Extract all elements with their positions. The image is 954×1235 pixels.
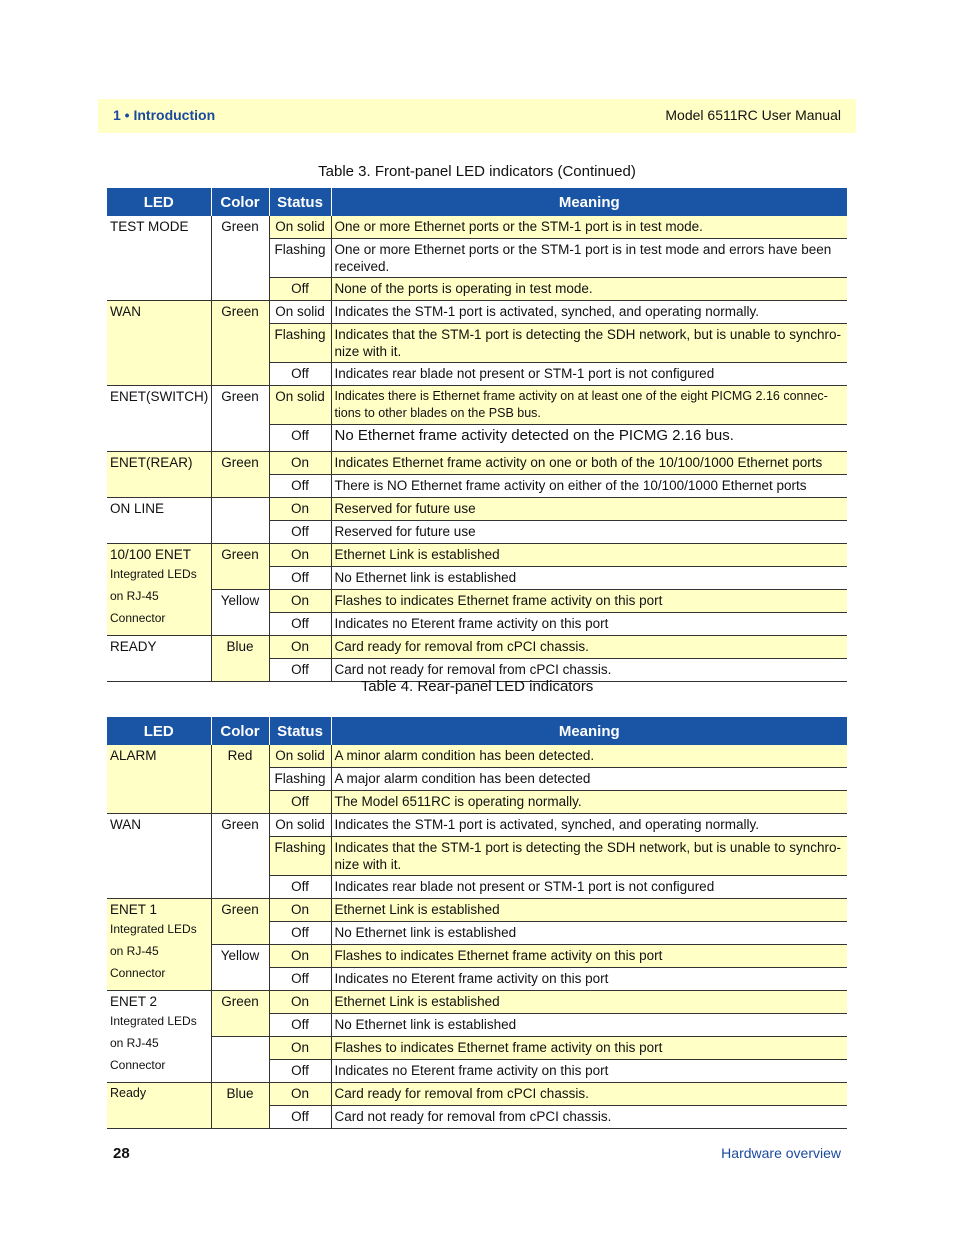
led-status: On <box>269 544 331 567</box>
led-name: TEST MODE <box>107 216 211 301</box>
led-meaning: None of the ports is operating in test mode. <box>331 278 847 301</box>
led-meaning: Card not ready for removal from cPCI chassis. <box>331 1106 847 1129</box>
led-name-sub: on RJ-45 <box>110 1036 159 1050</box>
led-meaning: Ethernet Link is established <box>331 899 847 922</box>
led-meaning: Card ready for removal from cPCI chassis. <box>331 1083 847 1106</box>
led-status: On solid <box>269 216 331 239</box>
led-status: On solid <box>269 301 331 324</box>
led-meaning: One or more Ethernet ports or the STM-1 port is in test mode. <box>331 216 847 239</box>
led-name-sub: Connector <box>110 1058 166 1072</box>
led-meaning: Reserved for future use <box>331 521 847 544</box>
led-name-sub: on RJ-45 <box>110 944 159 958</box>
led-name: WAN <box>107 814 211 899</box>
led-meaning: Ethernet Link is established <box>331 544 847 567</box>
led-status: Off <box>269 1106 331 1129</box>
led-status: Flashing <box>269 239 331 278</box>
led-color: Green <box>211 899 269 945</box>
led-meaning: Indicates rear blade not present or STM-1 port is not configured <box>331 363 847 386</box>
led-status: On solid <box>269 386 331 425</box>
led-meaning: Flashes to indicates Ethernet frame activity on this port <box>331 945 847 968</box>
col-header-led: LED <box>107 717 211 745</box>
led-status: Off <box>269 659 331 682</box>
led-color <box>211 1037 269 1083</box>
led-name: ENET(REAR) <box>107 452 211 498</box>
col-header-meaning: Meaning <box>331 717 847 745</box>
rear-panel-led-table <box>107 717 847 1129</box>
led-name <box>107 991 211 1083</box>
led-name: ALARM <box>107 745 211 814</box>
led-color: Blue <box>211 636 269 682</box>
led-color: Green <box>211 452 269 498</box>
led-color: Green <box>211 814 269 899</box>
led-meaning: No Ethernet frame activity detected on the PICMG 2.16 bus. <box>331 425 847 452</box>
table-row <box>107 301 847 324</box>
table-row <box>107 544 847 567</box>
table-row <box>107 636 847 659</box>
col-header-meaning: Meaning <box>331 188 847 216</box>
led-name-main: ENET 2 <box>110 994 158 1009</box>
col-header-led: LED <box>107 188 211 216</box>
led-status: On <box>269 991 331 1014</box>
chapter-title: 1 • Introduction <box>113 107 216 123</box>
led-color: Green <box>211 216 269 301</box>
led-status: Off <box>269 567 331 590</box>
table4-caption: Table 4. Rear-panel LED indicators <box>360 678 594 695</box>
led-name-sub: Integrated LEDs <box>110 567 197 581</box>
led-meaning: Flashes to indicates Ethernet frame activity on this port <box>331 590 847 613</box>
table-row <box>107 498 847 521</box>
table-row <box>107 1037 847 1060</box>
led-name-sub: on RJ-45 <box>110 589 159 603</box>
table-row <box>107 899 847 922</box>
led-status: On <box>269 1083 331 1106</box>
led-meaning: Indicates there is Ethernet frame activity on at least one of the eight PICMG 2.16 connec-tions to other blades on the PSB bus. <box>331 386 847 425</box>
led-status: Off <box>269 425 331 452</box>
led-name: Ready <box>107 1083 211 1129</box>
led-meaning: Indicates no Eterent frame activity on this port <box>331 613 847 636</box>
led-status: Off <box>269 1014 331 1037</box>
led-color: Green <box>211 544 269 590</box>
table-row <box>107 452 847 475</box>
led-meaning: Indicates that the STM-1 port is detecting the SDH network, but is unable to synchro-nize with it. <box>331 837 847 876</box>
led-status: Off <box>269 363 331 386</box>
led-name-sub: Connector <box>110 966 166 980</box>
table-row <box>107 745 847 768</box>
led-status: On <box>269 899 331 922</box>
led-status: Off <box>269 475 331 498</box>
led-status: On <box>269 590 331 613</box>
table-row <box>107 991 847 1014</box>
led-name: READY <box>107 636 211 682</box>
led-status: On <box>269 452 331 475</box>
led-status: Off <box>269 521 331 544</box>
led-status: Flashing <box>269 324 331 363</box>
led-meaning: Indicates the STM-1 port is activated, synched, and operating normally. <box>331 301 847 324</box>
led-status: Off <box>269 922 331 945</box>
table-row <box>107 216 847 239</box>
led-status: Flashing <box>269 768 331 791</box>
led-meaning: Indicates Ethernet frame activity on one or both of the 10/100/1000 Ethernet ports <box>331 452 847 475</box>
led-color: Yellow <box>211 590 269 636</box>
led-name-sub: Connector <box>110 611 166 625</box>
led-status: On <box>269 498 331 521</box>
front-panel-led-table <box>107 188 847 682</box>
led-meaning: Indicates no Eterent frame activity on this port <box>331 968 847 991</box>
led-meaning: Indicates the STM-1 port is activated, synched, and operating normally. <box>331 814 847 837</box>
led-name <box>107 899 211 991</box>
led-meaning: Indicates no Eterent frame activity on this port <box>331 1060 847 1083</box>
led-meaning: Indicates that the STM-1 port is detecting the SDH network, but is unable to synchro-nize with it. <box>331 324 847 363</box>
led-meaning: No Ethernet link is established <box>331 922 847 945</box>
led-name-sub: Integrated LEDs <box>110 1014 197 1028</box>
led-meaning: Reserved for future use <box>331 498 847 521</box>
col-header-status: Status <box>269 188 331 216</box>
led-meaning: Ethernet Link is established <box>331 991 847 1014</box>
table-header-row <box>107 717 847 745</box>
led-status: Off <box>269 613 331 636</box>
led-name: ENET(SWITCH) <box>107 386 211 452</box>
led-name-main: ENET 1 <box>110 902 158 917</box>
led-meaning: A major alarm condition has been detected <box>331 768 847 791</box>
page-number: 28 <box>113 1145 130 1162</box>
col-header-color: Color <box>211 717 269 745</box>
led-status: On <box>269 636 331 659</box>
col-header-status: Status <box>269 717 331 745</box>
led-color: Yellow <box>211 945 269 991</box>
led-meaning: A minor alarm condition has been detected. <box>331 745 847 768</box>
led-name <box>107 544 211 636</box>
section-link[interactable]: Hardware overview <box>721 1145 841 1161</box>
table-row <box>107 945 847 968</box>
led-meaning: There is NO Ethernet frame activity on either of the 10/100/1000 Ethernet ports <box>331 475 847 498</box>
led-meaning: Card ready for removal from cPCI chassis. <box>331 636 847 659</box>
led-meaning: Card not ready for removal from cPCI chassis. <box>331 659 847 682</box>
table-header-row <box>107 188 847 216</box>
led-status: On <box>269 1037 331 1060</box>
led-meaning: Indicates rear blade not present or STM-1 port is not configured <box>331 876 847 899</box>
manual-title: Model 6511RC User Manual <box>665 107 841 123</box>
led-status: On <box>269 945 331 968</box>
led-name-sub: Integrated LEDs <box>110 922 197 936</box>
led-meaning: No Ethernet link is established <box>331 1014 847 1037</box>
led-status: Off <box>269 968 331 991</box>
led-status: Off <box>269 1060 331 1083</box>
led-color <box>211 498 269 544</box>
led-status: On solid <box>269 814 331 837</box>
led-status: On solid <box>269 745 331 768</box>
led-meaning: Flashes to indicates Ethernet frame activity on this port <box>331 1037 847 1060</box>
led-color: Blue <box>211 1083 269 1129</box>
table3-caption: Table 3. Front-panel LED indicators (Continued) <box>318 163 636 180</box>
led-name: ON LINE <box>107 498 211 544</box>
table-row <box>107 386 847 425</box>
led-color: Green <box>211 386 269 452</box>
table-row <box>107 590 847 613</box>
led-color: Green <box>211 301 269 386</box>
led-status: Off <box>269 791 331 814</box>
table-row <box>107 814 847 837</box>
led-color: Green <box>211 991 269 1037</box>
led-color: Red <box>211 745 269 814</box>
led-meaning: No Ethernet link is established <box>331 567 847 590</box>
table-row <box>107 1083 847 1106</box>
led-status: Off <box>269 876 331 899</box>
led-meaning: One or more Ethernet ports or the STM-1 port is in test mode and errors have been received. <box>331 239 847 278</box>
led-status: Off <box>269 278 331 301</box>
col-header-color: Color <box>211 188 269 216</box>
led-meaning: The Model 6511RC is operating normally. <box>331 791 847 814</box>
led-name-main: 10/100 ENET <box>110 547 192 562</box>
led-status: Flashing <box>269 837 331 876</box>
led-name: WAN <box>107 301 211 386</box>
